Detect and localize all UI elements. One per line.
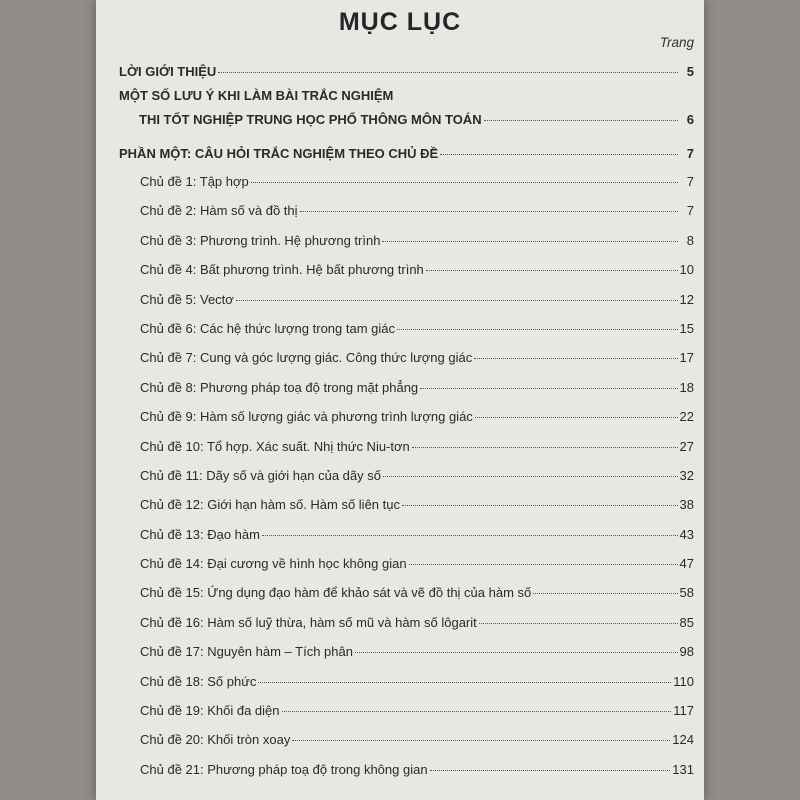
leader-dots — [236, 300, 678, 301]
toc-topic-page: 8 — [686, 232, 694, 248]
toc-topic-page: 10 — [679, 262, 694, 278]
toc-topic-entry — [96, 550, 704, 579]
toc-topic-entry — [96, 521, 704, 550]
toc-topic-entry — [96, 726, 704, 755]
toc-topic-page: 47 — [679, 556, 694, 572]
page-title: MỤC LỤC — [338, 8, 462, 36]
toc-topic-page: 38 — [679, 497, 694, 513]
toc-topic-page: 131 — [672, 761, 694, 777]
toc-topic-page: 27 — [679, 438, 694, 454]
leader-dots — [440, 154, 678, 155]
toc-entry-label: PHẦN MỘT: CÂU HỎI TRẮC NGHIỆM THEO CHỦ ĐỀ — [119, 146, 439, 161]
toc-topic-page: 117 — [673, 703, 694, 719]
toc-topic-entry — [96, 756, 704, 785]
leader-dots — [251, 182, 678, 183]
topic-list — [96, 168, 704, 785]
toc-topic-page: 58 — [679, 585, 694, 601]
toc-topic-label: Chủ đề 2: Hàm số và đồ thị — [140, 203, 298, 219]
toc-topic-entry — [96, 374, 704, 403]
toc-topic-entry — [96, 344, 704, 373]
toc-entry-label: MỘT SỐ LƯU Ý KHI LÀM BÀI TRẮC NGHIỆM — [119, 88, 394, 103]
toc-topic-entry — [96, 462, 704, 491]
leader-dots — [383, 476, 678, 477]
toc-topic-label: Chủ đề 11: Dãy số và giới hạn của dãy số — [140, 467, 381, 483]
toc-topic-label: Chủ đề 4: Bất phương trình. Hệ bất phương trình — [140, 262, 424, 278]
toc-topic-page: 7 — [686, 203, 694, 219]
toc-topic-entry — [96, 256, 704, 285]
toc-topic-label: Chủ đề 5: Vectơ — [140, 291, 234, 307]
toc-topic-label: Chủ đề 3: Phương trình. Hệ phương trình — [140, 232, 381, 248]
leader-dots — [484, 120, 678, 121]
leader-dots — [426, 270, 678, 271]
toc-topic-entry — [96, 286, 704, 315]
toc-topic-page: 110 — [673, 673, 694, 689]
toc-topic-label: Chủ đề 15: Ứng dụng đạo hàm để khảo sát và vẽ đồ thị của hàm số — [140, 585, 532, 601]
leader-dots — [430, 770, 671, 771]
leader-dots — [479, 623, 678, 624]
toc-topic-entry — [96, 579, 704, 608]
toc-topic-label: Chủ đề 13: Đạo hàm — [140, 526, 260, 542]
toc-topic-label: Chủ đề 1: Tập hợp — [140, 174, 249, 189]
leader-dots — [402, 505, 678, 506]
toc-topic-entry — [96, 403, 704, 432]
toc-entry-label-line2: THI TỐT NGHIỆP TRUNG HỌC PHỔ THÔNG MÔN TOÁN — [139, 112, 482, 127]
leader-dots — [300, 211, 678, 212]
leader-dots — [533, 593, 677, 594]
leader-dots — [355, 652, 678, 653]
toc-topic-label: Chủ đề 17: Nguyên hàm – Tích phân — [140, 644, 353, 660]
toc-topic-label: Chủ đề 18: Số phức — [140, 673, 257, 689]
toc-topic-page: 43 — [679, 526, 694, 542]
page-column-label: Trang — [659, 35, 694, 50]
leader-dots — [282, 711, 672, 712]
toc-topic-page: 12 — [679, 291, 694, 307]
table-of-contents — [96, 58, 704, 785]
toc-topic-page: 17 — [679, 350, 694, 366]
toc-topic-page: 32 — [679, 467, 694, 483]
toc-entry-notes — [96, 86, 704, 140]
toc-topic-label: Chủ đề 16: Hàm số luỹ thừa, hàm số mũ và hàm số lôgarit — [140, 614, 477, 630]
toc-entry-page: 6 — [686, 112, 694, 127]
toc-topic-page: 7 — [686, 174, 694, 189]
toc-topic-label: Chủ đề 9: Hàm số lượng giác và phương trình lượng giác — [140, 409, 473, 425]
leader-dots — [258, 682, 671, 683]
toc-entry-page: 7 — [686, 146, 694, 161]
toc-topic-label: Chủ đề 6: Các hệ thức lượng trong tam giác — [140, 320, 396, 336]
leader-dots — [409, 564, 678, 565]
toc-topic-page: 85 — [679, 614, 694, 630]
toc-entry-intro — [96, 58, 704, 86]
toc-topic-label: Chủ đề 20: Khối tròn xoay — [140, 732, 291, 748]
leader-dots — [397, 329, 678, 330]
leader-dots — [218, 72, 678, 73]
toc-topic-page: 15 — [679, 320, 694, 336]
toc-entry-page: 5 — [686, 64, 694, 79]
toc-topic-page: 98 — [679, 644, 694, 660]
leader-dots — [475, 417, 678, 418]
toc-topic-entry — [96, 315, 704, 344]
toc-topic-label: Chủ đề 7: Cung và góc lượng giác. Công thức lượng giác — [140, 350, 473, 366]
toc-topic-page: 18 — [679, 379, 694, 395]
leader-dots — [420, 388, 677, 389]
toc-topic-entry — [96, 668, 704, 697]
toc-topic-page: 124 — [672, 732, 694, 748]
toc-topic-page: 22 — [679, 409, 694, 425]
toc-topic-label: Chủ đề 10: Tổ hợp. Xác suất. Nhị thức Niu-tơn — [140, 438, 410, 454]
toc-topic-entry — [96, 491, 704, 520]
toc-topic-label: Chủ đề 14: Đại cương về hình học không gian — [140, 556, 407, 572]
leader-dots — [382, 241, 678, 242]
toc-topic-entry — [96, 168, 704, 197]
leader-dots — [474, 358, 677, 359]
toc-entry-label: LỜI GIỚI THIỆU — [119, 64, 217, 79]
toc-topic-label: Chủ đề 21: Phương pháp toạ độ trong không gian — [140, 761, 428, 777]
toc-topic-entry — [96, 638, 704, 667]
document-page — [96, 0, 704, 800]
toc-topic-entry — [96, 433, 704, 462]
leader-dots — [292, 740, 670, 741]
toc-topic-entry — [96, 197, 704, 226]
toc-topic-entry — [96, 697, 704, 726]
leader-dots — [412, 447, 678, 448]
leader-dots — [262, 535, 678, 536]
toc-topic-label: Chủ đề 19: Khối đa diện — [140, 703, 280, 719]
toc-topic-entry — [96, 609, 704, 638]
toc-topic-entry — [96, 227, 704, 256]
toc-topic-label: Chủ đề 12: Giới hạn hàm số. Hàm số liên tục — [140, 497, 400, 513]
toc-entry-part-one — [96, 140, 704, 168]
toc-topic-label: Chủ đề 8: Phương pháp toạ độ trong mặt phẳng — [140, 379, 419, 395]
